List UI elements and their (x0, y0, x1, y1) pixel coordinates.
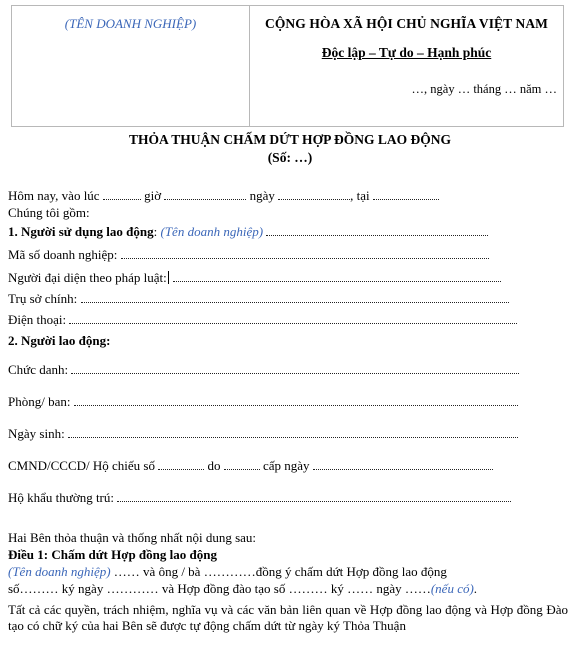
department-blank[interactable] (74, 395, 518, 406)
party2-label: 2. Người lao động (8, 333, 107, 348)
party1-company[interactable]: (Tên doanh nghiệp) (160, 224, 264, 239)
phone-blank[interactable] (69, 313, 517, 324)
place-label: , tại (350, 188, 370, 203)
party1-label: 1. Người sử dụng lao động (8, 224, 154, 239)
article1-if-any: (nếu có) (430, 581, 474, 596)
household-line[interactable] (8, 490, 568, 507)
article1-title: Điều 1: Chấm dứt Hợp đồng lao động (8, 547, 217, 562)
hour-label: giờ (144, 188, 162, 203)
legal-rep-blank[interactable] (173, 271, 501, 282)
date-line[interactable]: …, ngày … tháng … năm … (411, 82, 557, 96)
legal-rep-label: Người đại diện theo pháp luật: (8, 270, 167, 285)
dob-blank[interactable] (68, 427, 518, 438)
id-date-label: cấp ngày (262, 458, 310, 473)
position-blank[interactable] (71, 363, 519, 374)
place-blank[interactable] (373, 189, 439, 200)
id-issuer-label: do (207, 458, 221, 473)
phone-line[interactable] (8, 312, 568, 329)
hour-blank[interactable] (164, 189, 246, 200)
document-body (8, 188, 568, 636)
article1-text-a: …… và ông / bà …………đồng ý chấm dứt Hợp đồng lao động (113, 564, 447, 579)
date-label: ngày (249, 188, 275, 203)
date-blank[interactable] (278, 189, 350, 200)
party1-blank[interactable] (266, 225, 488, 236)
household-blank[interactable] (117, 491, 511, 502)
article1-line1 (8, 564, 568, 581)
we-are-line: Chúng tôi gồm: (8, 205, 90, 220)
head-office-line[interactable] (8, 291, 568, 308)
position-line[interactable] (8, 362, 568, 379)
id-card-label: CMND/CCCD/ Hộ chiếu số (8, 458, 155, 473)
head-office-label: Trụ sở chính: (8, 291, 78, 306)
intro-text: Hôm nay, vào lúc (8, 188, 100, 203)
department-line[interactable] (8, 394, 568, 411)
header-table (11, 5, 564, 127)
dob-label: Ngày sinh: (8, 426, 65, 441)
tax-code-line[interactable] (8, 247, 568, 264)
header-right-cell (250, 6, 563, 126)
head-office-blank[interactable] (81, 292, 509, 303)
header-left-cell (12, 6, 250, 126)
text-cursor (168, 271, 169, 284)
id-number-blank[interactable] (158, 459, 204, 470)
household-label: Hộ khẩu thường trú: (8, 490, 114, 505)
national-motto: Độc lập – Tự do – Hạnh phúc (321, 44, 492, 60)
tax-code-blank[interactable] (121, 248, 489, 259)
id-issuer-blank[interactable] (224, 459, 260, 470)
party1-line[interactable]: 1. Người sử dụng lao động: (Tên doanh nghiệp) (8, 224, 568, 241)
article1-para2: Tất cả các quyền, trách nhiệm, nghĩa vụ và các văn bản liên quan về Hợp đồng lao động và Hợp đồng Đào tạo có chữ ký của hai Bên sẽ được tự động chấm dứt từ ngày ký Thỏa Thuận (8, 602, 568, 634)
document-title: THỎA THUẬN CHẤM DỨT HỢP ĐỒNG LAO ĐỘNG (129, 132, 451, 147)
agree-line: Hai Bên thỏa thuận và thống nhất nội dung sau: (8, 530, 257, 545)
legal-rep-line[interactable] (8, 270, 568, 287)
tax-code-label: Mã số doanh nghiệp: (8, 247, 118, 262)
department-label: Phòng/ ban: (8, 394, 71, 409)
id-card-line[interactable] (8, 458, 568, 475)
country-name: CỘNG HÒA XÃ HỘI CHỦ NGHĨA VIỆT NAM (264, 16, 549, 31)
document-number[interactable]: (Số: …) (267, 149, 313, 165)
party2-line: 2. Người lao động: (8, 333, 111, 348)
id-date-blank[interactable] (313, 459, 493, 470)
article1-line2: số……… ký ngày ………… và Hợp đồng đào tạo số ……… ký …… ngày ……(nếu có). (8, 581, 478, 596)
time-blank[interactable] (103, 189, 141, 200)
position-label: Chức danh: (8, 362, 69, 377)
article1-company[interactable]: (Tên doanh nghiệp) (8, 564, 111, 579)
phone-label: Điện thoại: (8, 312, 67, 327)
intro-line[interactable] (8, 188, 568, 205)
title-block (0, 132, 580, 167)
company-name-placeholder[interactable]: (TÊN DOANH NGHIỆP) (64, 16, 197, 31)
article1-text-b: số……… ký ngày ………… và Hợp đồng đào tạo số ……… ký …… ngày …… (8, 581, 431, 596)
dob-line[interactable] (8, 426, 568, 443)
